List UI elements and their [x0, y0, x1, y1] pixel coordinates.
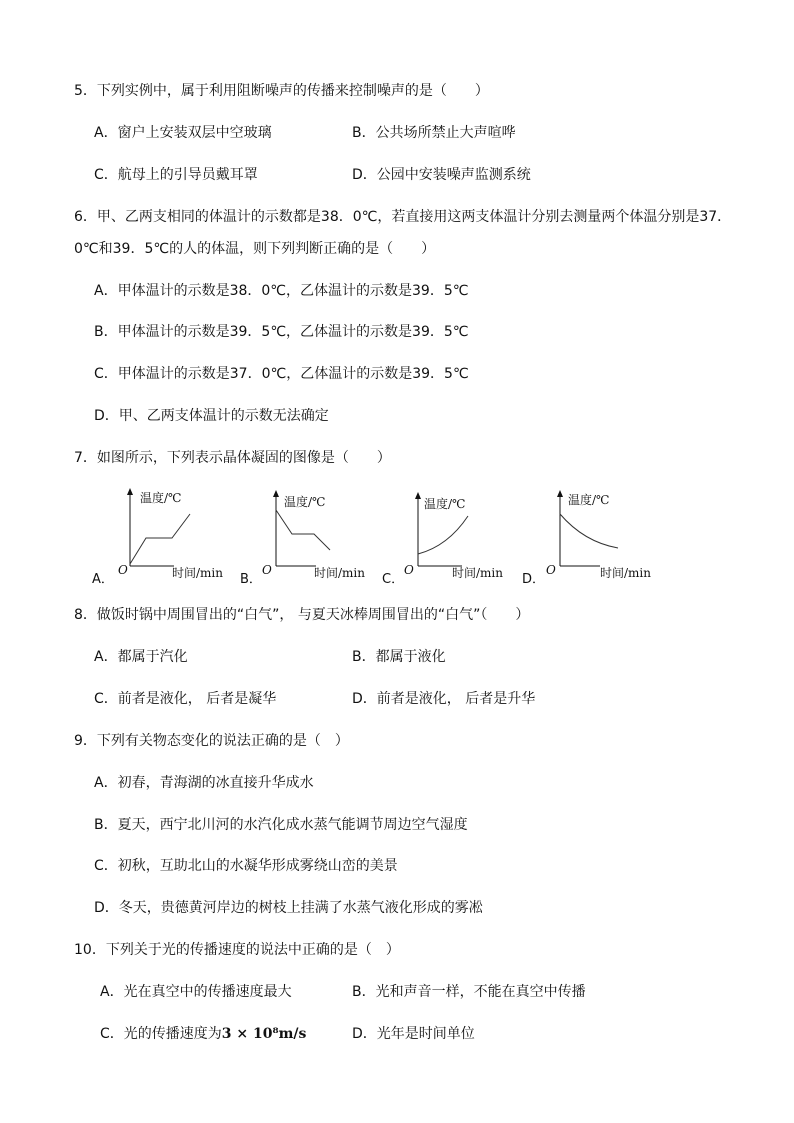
question-8-option-c: C．前者是液化， 后者是凝华 — [94, 691, 277, 707]
graph-d-ylabel: 温度/℃ — [568, 493, 610, 507]
graph-b-y-arrow — [273, 490, 279, 497]
question-8-option-d: D．前者是液化， 后者是升华 — [352, 691, 536, 707]
question-6-stem-line1: 6．甲、乙两支相同的体温计的示数都是38．0℃，若直接用这两支体温计分别去测量两个体温分别是37． — [74, 209, 732, 225]
graph-c-label: C． — [382, 572, 405, 587]
graph-d — [538, 486, 668, 585]
graph-a — [114, 486, 234, 585]
graph-a-origin: O — [118, 563, 128, 577]
graph-d-origin: O — [546, 563, 556, 577]
graph-d-y-arrow — [557, 490, 563, 497]
question-10-option-a: A．光在真空中的传播速度最大 — [100, 984, 292, 1000]
question-5-option-d: D．公园中安装噪声监测系统 — [352, 167, 531, 183]
question-7-stem: 7．如图所示，下列表示晶体凝固的图像是（ ） — [74, 450, 391, 466]
graph-b — [254, 486, 374, 585]
question-10-option-c — [100, 1024, 306, 1044]
graph-b-curve — [276, 510, 330, 550]
question-8-option-a: A．都属于汽化 — [94, 649, 188, 665]
graph-c — [396, 486, 516, 585]
question-9-option-d: D．冬天，贵德黄河岸边的树枝上挂满了水蒸气液化形成的雾凇 — [94, 900, 483, 916]
question-10-option-c-text: C．光的传播速度为 — [100, 1026, 222, 1042]
graph-c-ylabel: 温度/℃ — [424, 497, 466, 511]
question-6-option-b: B．甲体温计的示数是39．5℃，乙体温计的示数是39．5℃ — [94, 324, 469, 340]
question-9-option-c: C．初秋，互助北山的水凝华形成雾绕山峦的美景 — [94, 858, 398, 874]
graph-d-curve — [560, 514, 618, 548]
graph-a-label: A． — [92, 572, 114, 587]
graph-a-curve — [130, 514, 190, 564]
question-8-stem: 8．做饭时锅中周围冒出的“白气”， 与夏天冰棒周围冒出的“白气”（ ） — [74, 607, 530, 623]
graph-c-origin: O — [404, 563, 414, 577]
graph-d-label: D． — [522, 572, 546, 587]
question-10-stem: 10．下列关于光的传播速度的说法中正确的是（ ） — [74, 942, 400, 958]
question-7-graphs — [90, 486, 690, 586]
graph-a-ylabel: 温度/℃ — [140, 491, 182, 505]
question-9-option-b: B．夏天，西宁北川河的水汽化成水蒸气能调节周边空气湿度 — [94, 817, 468, 833]
question-6-stem-line2: 0℃和39．5℃的人的体温，则下列判断正确的是（ ） — [74, 241, 436, 257]
graph-b-xlabel: 时间/min — [314, 566, 365, 580]
question-9-stem: 9．下列有关物态变化的说法正确的是（ ） — [74, 733, 349, 749]
graph-a-svg — [114, 486, 234, 581]
question-6-option-d: D．甲、乙两支体温计的示数无法确定 — [94, 408, 329, 424]
question-5-option-a: A．窗户上安装双层中空玻璃 — [94, 125, 272, 141]
graph-b-origin: O — [262, 563, 272, 577]
question-9-option-a: A．初春，青海湖的冰直接升华成水 — [94, 775, 314, 791]
graph-b-svg — [254, 486, 374, 581]
graph-c-svg — [396, 486, 516, 581]
question-10-option-b: B．光和声音一样，不能在真空中传播 — [352, 984, 586, 1000]
question-6-option-c: C．甲体温计的示数是37．0℃，乙体温计的示数是39．5℃ — [94, 366, 469, 382]
question-6-option-a: A．甲体温计的示数是38．0℃，乙体温计的示数是39．5℃ — [94, 283, 469, 299]
graph-d-svg — [538, 486, 668, 581]
graph-a-xlabel: 时间/min — [172, 566, 223, 580]
question-10-option-c-formula: 3 × 10⁸m/s — [221, 1026, 307, 1042]
question-10-option-d: D．光年是时间单位 — [352, 1026, 475, 1042]
graph-c-curve — [418, 516, 468, 554]
graph-a-y-arrow — [127, 488, 133, 495]
graph-c-y-arrow — [415, 492, 421, 499]
question-5-option-c: C．航母上的引导员戴耳罩 — [94, 167, 258, 183]
graph-c-xlabel: 时间/min — [452, 566, 503, 580]
question-5-option-b: B．公共场所禁止大声喧哗 — [352, 125, 516, 141]
question-8-option-b: B．都属于液化 — [352, 649, 446, 665]
graph-b-label: B． — [240, 572, 262, 587]
question-5-stem: 5．下列实例中，属于利用阻断噪声的传播来控制噪声的是（ ） — [74, 83, 489, 99]
graph-d-xlabel: 时间/min — [600, 566, 651, 580]
graph-b-ylabel: 温度/℃ — [284, 495, 326, 509]
